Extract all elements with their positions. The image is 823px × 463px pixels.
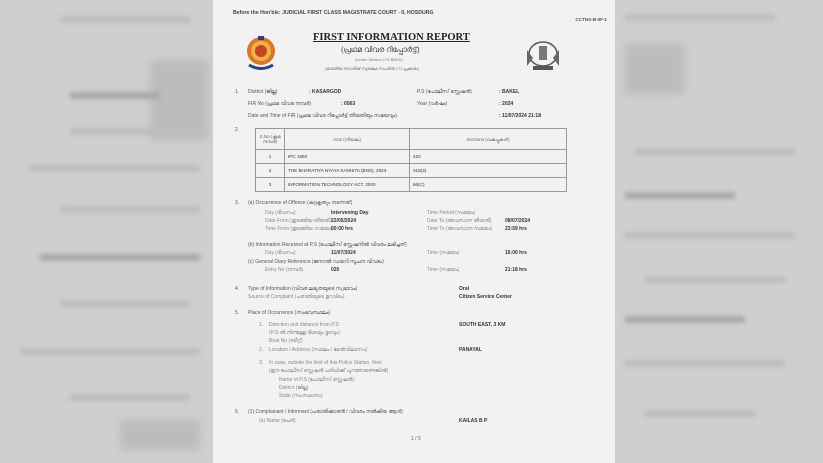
gd-time-label: Time (സമയം) [427,267,460,273]
column-header: S.No (ക്രമ നമ്പർ) [256,129,285,150]
kerala-police-emblem-icon [241,34,281,74]
date-to-label: Date To (അവസാന തീയതി) [427,218,492,224]
direction-label: Direction and distance from P.S [269,322,339,328]
outside-ps-name-label: Name of P.S (പോലീസ് സ്റ്റേഷൻ) [279,377,355,383]
gd-entry-label: Entry No (നമ്പർ) [265,267,304,273]
direction-value: SOUTH EAST, 3 KM [459,322,506,328]
item-number: 3. [235,200,240,206]
info-day-value: 11/07/2024 [331,250,356,256]
time-from-value: 00:00 hrs [331,226,353,232]
act-cell: INFORMATION TECHNOLOGY ACT, 2000 [285,178,410,192]
time-to-value: 23:59 hrs [505,226,527,232]
occurrence-heading: (a) Occurrence of Offence (കുറ്റകൃത്യം നടന്നത്) [248,200,353,206]
fir-date-value: : 11/07/2024 21:18 [499,113,541,119]
serial-cell: 2 [256,164,285,178]
ps-value: : BAKEL [499,89,520,95]
place-heading: Place of Occurrence (സംഭവസ്ഥലം) [248,310,331,316]
outside-district-label: District (ജില്ല) [279,385,309,391]
item-number: 6. [235,409,240,415]
section-cell: 66(C) [410,178,567,192]
court-line: Before the Hon'ble: JUDICIAL FIRST CLASS MAGISTRATE COURT - II, HOSDURG [233,10,434,16]
section-cell: 420 [410,150,567,164]
item-number: 5. [235,310,240,316]
item-number: 4. [235,286,240,292]
subtitle-section: (Under Section 173 BNSS) [355,57,403,62]
subtitle-section-malayalam: (ഭാരതീയ നാഗരിക് സുരക്ഷാ സംഹിത 173 പ്രകാരം) [325,66,420,71]
act-cell: IPC 1860 [285,150,410,164]
complaint-source-label: Source of Complaint (പരാതിയുടെ ഉറവിടം) [248,294,345,300]
address-label: Location / Address (സ്ഥലം / മേൽവിലാസം) [269,347,368,353]
info-received-heading: (b) Information Received at P.S (പോലീസ് സ്റ്റേഷനിൽ വിവരം ലഭിച്ചത്) [248,242,407,248]
section-cell: 318(4) [410,164,567,178]
item-number: 2. [235,127,240,133]
general-diary-heading: (c) General Diary Reference (ജനറൽ ഡയറി സൂചന വിവരം) [248,259,384,265]
outside-state-label: State (സംസ്ഥാനം) [279,393,323,399]
district-value: : KASARGOD [309,89,342,95]
act-cell: THE BHARATIYA NYAYA SANHITA (BNS), 2023 [285,164,410,178]
sub-item-number: 3. [259,360,264,366]
info-type-label: Type of Information (വിവര ലഭ്യതയുടെ സ്വഭാവം) [248,286,358,292]
date-from-label: Date From (തുടങ്ങിയ തീയതി) [265,218,332,224]
background-right [615,0,823,463]
form-code: CCTNS-B-IIF-1 [575,17,607,22]
outside-limit-label-malayalam: (ഈ പോലീസ് സ്റ്റേഷൻ പരിധിക്ക് പുറത്താണെങ്കിൽ) [269,368,389,374]
fir-no-label: FIR No (പ്രഥമ വിവര നമ്പർ) [248,101,312,107]
complainant-name-label: (a) Name (പേര്) [259,418,296,424]
gd-entry-value: 020 [331,267,340,273]
background-left [0,0,213,463]
date-to-value: 08/07/2024 [505,218,531,224]
day-label: Day (ദിവസം) [265,210,296,216]
table-header-row [256,129,567,150]
serial-cell: 1 [256,150,285,164]
outside-limit-label: In case, outside the limit of this Police Station, then [269,360,382,366]
item-number: 1. [235,89,240,95]
ps-label: P.S (പോലീസ് സ്റ്റേഷൻ) [417,89,472,95]
table-row [256,164,567,178]
time-period-label: Time Period (സമയം) [427,210,476,216]
acts-sections-table [255,128,567,192]
time-from-label: Time From (തുടങ്ങിയ സമയം) [265,226,333,232]
page-number: 1 / 5 [411,436,421,442]
kerala-state-emblem-icon [521,38,565,74]
day-value: Intervening Day [331,210,369,216]
complainant-name-value: KAILAS B P [459,418,488,424]
year-value: : 2024 [499,101,514,107]
gd-time-value: 21:18 hrs [505,267,527,273]
district-label: District (ജില്ല) [248,89,278,95]
year-label: Year (വർഷം) [417,101,448,107]
complaint-source-value: Citizen Service Center [459,294,512,300]
sub-item-number: 2. [259,347,264,353]
time-to-label: Time To (അവസാന സമയം) [427,226,493,232]
complainant-heading: (1) Complainant / Informant (പരാതിക്കാരൻ / വിവരം നൽകിയ ആൾ) [248,409,403,415]
beat-label: Beat No (ബീറ്റ്) [269,338,303,344]
table-row [256,150,567,164]
info-day-label: Day (ദിവസം) [265,250,296,256]
column-header: Sections (വകുപ്പുകൾ) [410,129,567,150]
document-title: FIRST INFORMATION REPORT [313,32,470,43]
fir-no-value: : 0563 [341,101,356,107]
info-time-label: Time (സമയം) [427,250,460,256]
info-type-value: Oral [459,286,470,292]
fir-date-label: Date and Time of FIR (പ്രഥമ വിവര റിപ്പോർട്ട് തീയതിയും സമയവും) [248,113,397,119]
fir-document-page [213,0,615,463]
serial-cell: 3 [256,178,285,192]
direction-label-malayalam: (P.S-ൽ നിന്നുള്ള ദിശയും ദൂരവും) [269,330,340,336]
document-title-malayalam: (പ്രഥമ വിവര റിപ്പോർട്ട്) [341,45,420,54]
date-from-value: 22/05/2024 [331,218,357,224]
sub-item-number: 1. [259,322,264,328]
address-value: PANAYAL [459,347,482,353]
info-time-value: 16:00 hrs [505,250,527,256]
column-header: Acts (നിയമം) [285,129,410,150]
table-row [256,178,567,192]
